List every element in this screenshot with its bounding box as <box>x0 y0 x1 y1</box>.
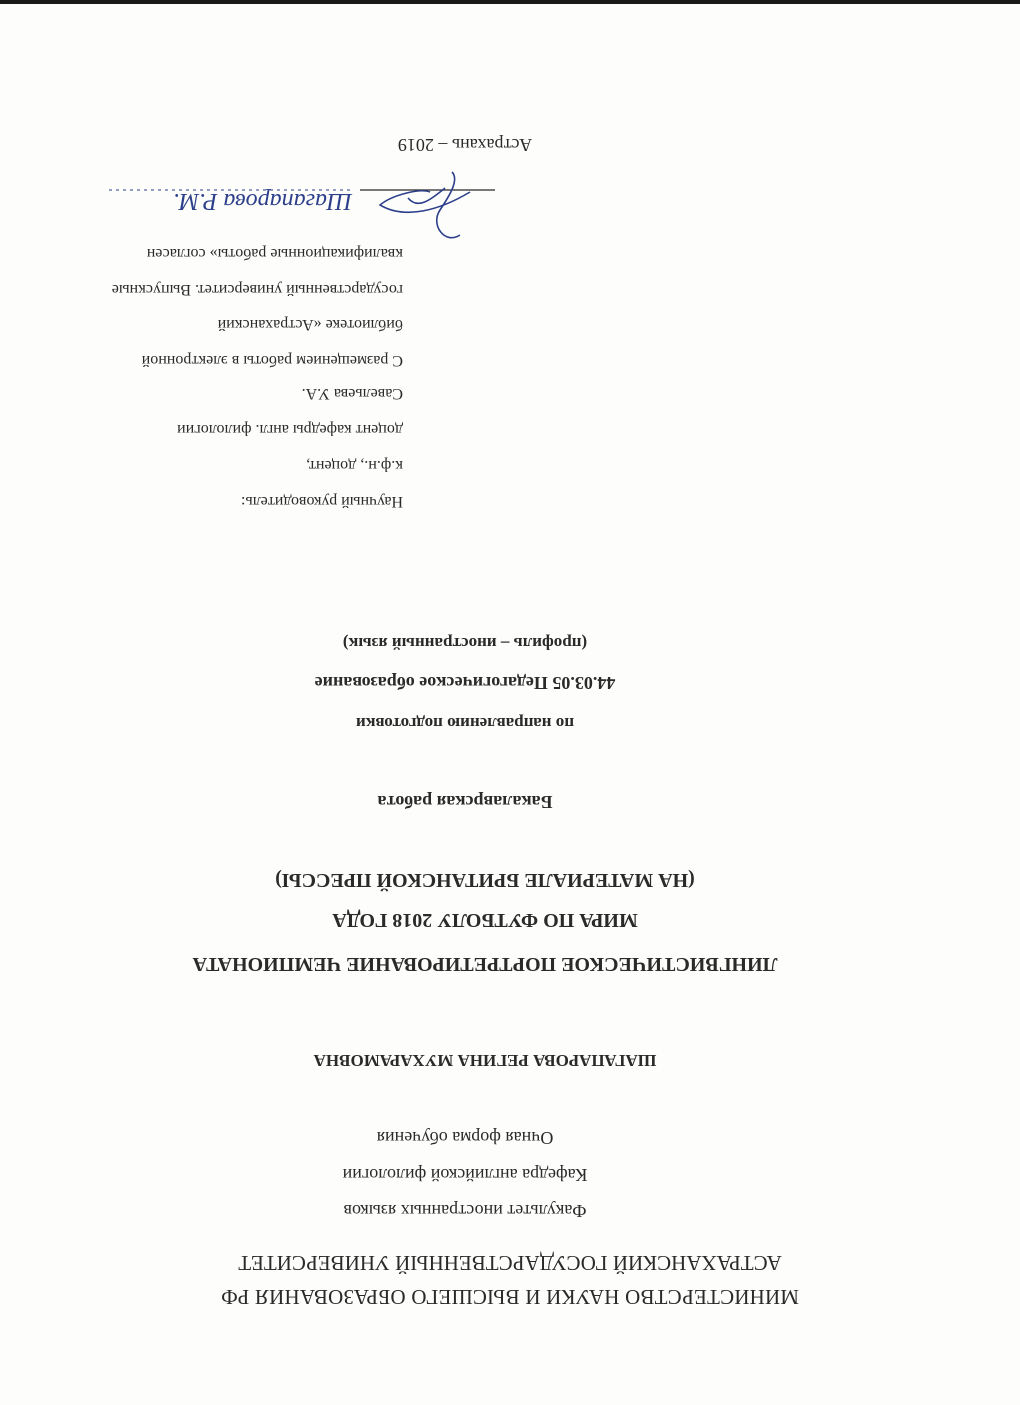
study-form-line: Очная форма обучения <box>376 1128 554 1148</box>
university-heading: АСТРАХАНСКИЙ ГОСУДАРСТВЕННЫЙ УНИВЕРСИТЕТ <box>238 1251 782 1275</box>
thesis-title-line-3: (НА МАТЕРИАЛЕ БРИТАНСКОЙ ПРЕССЫ) <box>275 869 695 891</box>
signature-handwritten-name: Шагапарова Р.М. <box>173 188 352 214</box>
thesis-title-line-1: ЛИНГВИСТИЧЕСКОЕ ПОРТРЕТИРОВАНИЕ ЧЕМПИОНАТА <box>192 953 778 975</box>
city-year: Астрахань – 2019 <box>397 135 533 155</box>
consent-line-4: квалификационные работы» согласен <box>146 245 403 262</box>
signature-scribble <box>380 172 470 238</box>
author-name: ШАГАПАРОВА РЕГИНА МУХАРАМОВНА <box>313 1051 657 1070</box>
faculty-line: Факультет иностранных языков <box>343 1201 587 1221</box>
consent-line-2: библиотеке «Астраханский <box>217 316 403 333</box>
work-type: Бакалаврская работа <box>377 792 553 812</box>
consent-line-3: государственный университет. Выпускные <box>111 281 403 298</box>
supervisor-degree: к.ф.н., доцент, <box>306 457 403 474</box>
department-line: Кафедра английской филологии <box>342 1165 588 1185</box>
supervisor-heading: Научный руководитель: <box>240 493 403 510</box>
ministry-heading: МИНИСТЕРСТВО НАУКИ И ВЫСШЕГО ОБРАЗОВАНИЯ РФ <box>220 1285 800 1309</box>
consent-line-1: С размещением работы в электронной <box>141 352 403 369</box>
program-line: 44.03.05 Педагогическое образование <box>314 673 616 693</box>
signature-area <box>60 170 500 250</box>
supervisor-position: доцент кафедры англ. филологии <box>177 421 403 438</box>
thesis-title-line-2: МИРА ПО ФУТБОЛУ 2018 ГОДА <box>332 909 638 931</box>
direction-line: по направлению подготовки <box>355 714 575 733</box>
profile-line: (профиль – иностранный язык) <box>342 634 588 653</box>
supervisor-name: Савельева У.А. <box>301 385 403 402</box>
